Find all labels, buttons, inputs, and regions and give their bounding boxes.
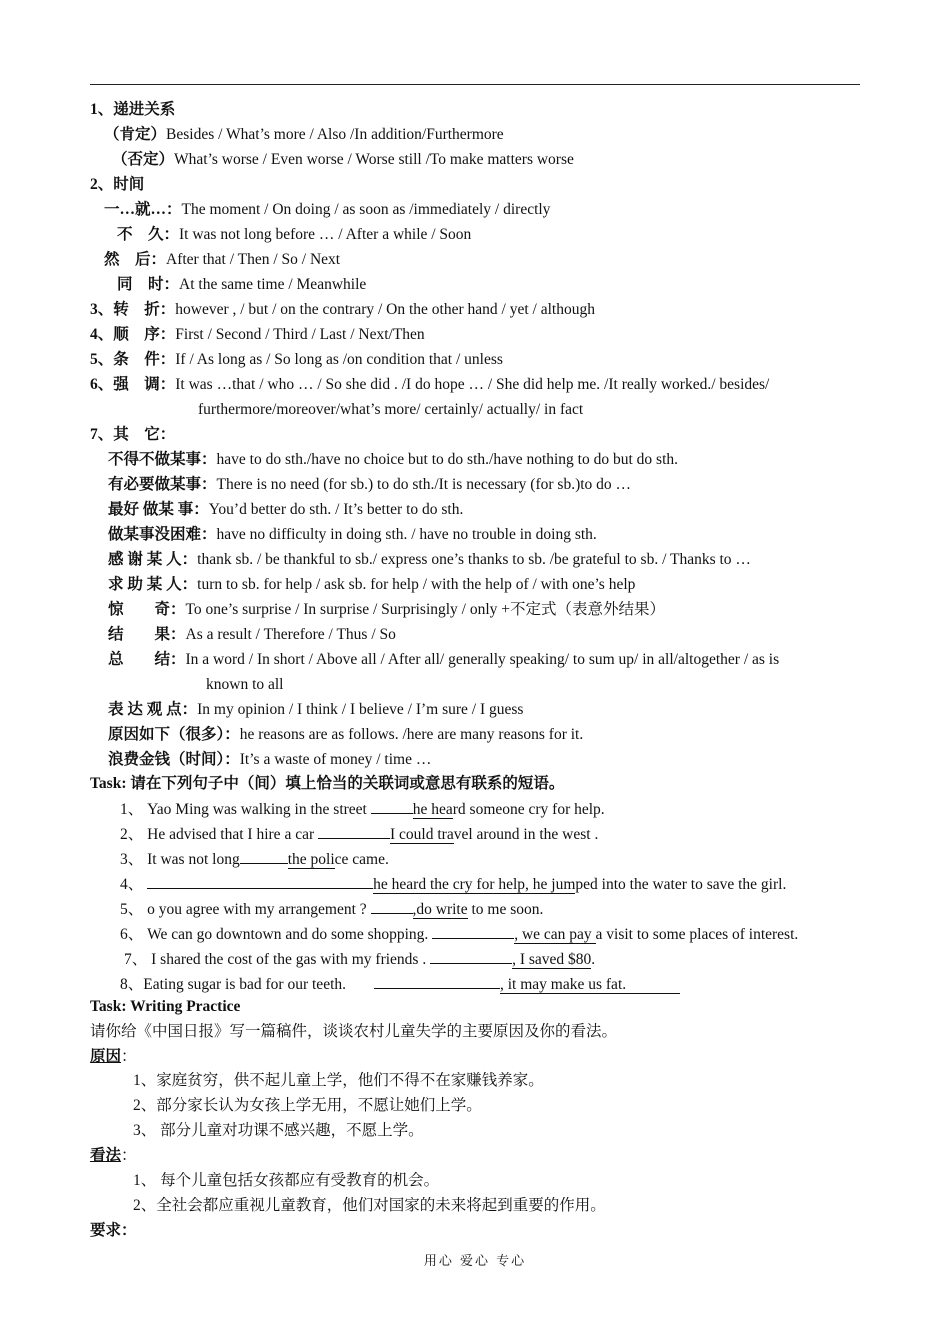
line-text: If / As long as / So long as /on condition that / unless bbox=[175, 351, 503, 368]
exercise-item bbox=[120, 873, 786, 895]
section-condition bbox=[90, 350, 503, 370]
line-label: 不 久： bbox=[117, 226, 180, 243]
exercise-item bbox=[124, 948, 595, 970]
line-label: 同 时： bbox=[117, 276, 180, 293]
line-label: 6、强 调： bbox=[90, 376, 176, 393]
line-text: In a word / In short / Above all / After all/ generally speaking/ to sum up/ in all/altogether / as is bbox=[185, 651, 780, 668]
others-item bbox=[108, 475, 631, 495]
others-item bbox=[108, 525, 597, 545]
others-item bbox=[108, 600, 665, 620]
colon: ： bbox=[121, 1048, 137, 1065]
header-rule bbox=[90, 84, 860, 85]
line-label: 4、顺 序： bbox=[90, 326, 176, 343]
line-label: 感 谢 某 人： bbox=[108, 551, 198, 568]
time-line-as-soon-as bbox=[104, 200, 550, 220]
reason-item: 1、家庭贫穷，供不起儿童上学，他们不得不在家赚钱养家。 bbox=[133, 1072, 544, 1089]
views-heading bbox=[90, 1146, 137, 1166]
exercise-text-after: ped into the water to save the girl. bbox=[575, 876, 787, 893]
line-label: 最好 做某 事： bbox=[108, 501, 209, 518]
line-text: however , / but / on the contrary / On the other hand / yet / although bbox=[175, 301, 595, 318]
exercise-text-after: . bbox=[591, 951, 596, 968]
exercise-underlined-text: ,do write bbox=[412, 901, 468, 918]
answer-blank[interactable] bbox=[240, 848, 288, 864]
exercise-number: 1、 bbox=[120, 801, 144, 818]
exercise-number: 5、 bbox=[120, 901, 144, 918]
task-fill-in-heading: Task: 请在下列句子中（间）填上恰当的关联词或意思有联系的短语。 bbox=[90, 775, 565, 792]
exercise-text-after: ce came. bbox=[334, 851, 389, 868]
exercise-text-before: Yao Ming was walking in the street bbox=[147, 801, 371, 818]
section-heading-progression: 1、递进关系 bbox=[90, 101, 176, 118]
answer-blank[interactable] bbox=[318, 823, 390, 839]
others-item bbox=[108, 450, 678, 470]
section-emphasis-continued: furthermore/moreover/what’s more/ certainly/ actually/ in fact bbox=[198, 401, 584, 418]
exercise-text-before: He advised that I hire a car bbox=[147, 826, 318, 843]
answer-blank[interactable] bbox=[374, 973, 500, 989]
line-label: 不得不做某事： bbox=[108, 451, 217, 468]
line-text: To one’s surprise / In surprise / Surprisingly / only +不定式（表意外结果） bbox=[185, 601, 666, 618]
answer-blank[interactable] bbox=[147, 873, 373, 889]
line-label: 惊 奇： bbox=[108, 601, 186, 618]
line-text: turn to sb. for help / ask sb. for help / with the help of / with one’s help bbox=[197, 576, 636, 593]
others-item bbox=[108, 750, 431, 770]
exercise-text-after: a visit to some places of interest. bbox=[595, 926, 799, 943]
exercise-text-after: to me soon. bbox=[467, 901, 544, 918]
line-label: 浪费金钱（时间）： bbox=[108, 751, 240, 768]
line-label: 结 果： bbox=[108, 626, 186, 643]
exercise-item bbox=[120, 823, 598, 845]
line-text: have no difficulty in doing sth. / have no trouble in doing sth. bbox=[216, 526, 597, 543]
others-item bbox=[108, 575, 635, 595]
others-item bbox=[108, 550, 751, 570]
line-label: 表 达 观 点： bbox=[108, 701, 198, 718]
answer-blank[interactable] bbox=[430, 948, 512, 964]
others-item bbox=[108, 500, 463, 520]
line-label: 一…就…： bbox=[104, 201, 182, 218]
others-item-continued: known to all bbox=[206, 676, 284, 693]
exercise-text-before: I shared the cost of the gas with my friends . bbox=[151, 951, 431, 968]
line-text: thank sb. / be thankful to sb./ express one’s thanks to sb. /be grateful to sb. / Thanks to … bbox=[197, 551, 751, 568]
exercise-text-after: vel around in the west . bbox=[453, 826, 599, 843]
exercise-underlined-text: the poli bbox=[287, 851, 335, 868]
exercise-underlined-text: I could tra bbox=[390, 826, 454, 843]
line-text: After that / Then / So / Next bbox=[166, 251, 341, 268]
line-text: It was …that / who … / So she did . /I do hope … / She did help me. /It really worked./ besides/ bbox=[175, 376, 770, 393]
exercise-number: 4、 bbox=[120, 876, 144, 893]
section-contrast bbox=[90, 300, 595, 320]
line-text: You’d better do sth. / It’s better to do sth. bbox=[208, 501, 464, 518]
line-label: 3、转 折： bbox=[90, 301, 176, 318]
line-text: As a result / Therefore / Thus / So bbox=[185, 626, 396, 643]
reason-item: 2、部分家长认为女孩上学无用，不愿让她们上学。 bbox=[133, 1097, 482, 1114]
time-line-meanwhile bbox=[117, 275, 366, 295]
exercise-text-before: Eating sugar is bad for our teeth. bbox=[143, 976, 346, 993]
exercise-number: 7、 bbox=[124, 951, 148, 968]
exercise-text-before: We can go downtown and do some shopping. bbox=[147, 926, 433, 943]
section-heading-time: 2、时间 bbox=[90, 176, 145, 193]
requirements-heading: 要求： bbox=[90, 1222, 137, 1239]
time-line-soon bbox=[117, 225, 471, 245]
section-emphasis bbox=[90, 375, 769, 395]
line-text: The moment / On doing / as soon as /immediately / directly bbox=[181, 201, 551, 218]
line-label: 原因如下（很多）： bbox=[108, 726, 240, 743]
answer-blank[interactable] bbox=[371, 898, 413, 914]
line-label: 做某事没困难： bbox=[108, 526, 217, 543]
line-text: There is no need (for sb.) to do sth./It is necessary (for sb.)to do … bbox=[216, 476, 632, 493]
line-label: 求 助 某 人： bbox=[108, 576, 198, 593]
view-item: 2、全社会都应重视儿童教育，他们对国家的未来将起到重要的作用。 bbox=[133, 1197, 606, 1214]
line-text: First / Second / Third / Last / Next/Then bbox=[175, 326, 425, 343]
line-label: 总 结： bbox=[108, 651, 186, 668]
colon: ： bbox=[121, 1147, 137, 1164]
reasons-heading bbox=[90, 1047, 137, 1067]
line-label: 5、条 件： bbox=[90, 351, 176, 368]
exercise-text-before: It was not long bbox=[147, 851, 240, 868]
others-item bbox=[108, 650, 779, 670]
line-text: he reasons are as follows. /here are many reasons for it. bbox=[239, 726, 584, 743]
views-label: 看法 bbox=[90, 1147, 122, 1164]
exercise-number: 3、 bbox=[120, 851, 144, 868]
writing-prompt: 请你给《中国日报》写一篇稿件，谈谈农村儿童失学的主要原因及你的看法。 bbox=[90, 1023, 618, 1040]
line-text: Besides / What’s more / Also /In addition/Furthermore bbox=[166, 126, 504, 143]
task-writing-heading: Task: Writing Practice bbox=[90, 998, 241, 1015]
line-text: It’s a waste of money / time … bbox=[239, 751, 432, 768]
exercise-underlined-text: he hea bbox=[412, 801, 453, 818]
time-line-then bbox=[104, 250, 340, 270]
exercise-item bbox=[120, 923, 798, 945]
exercise-number: 6、 bbox=[120, 926, 144, 943]
exercise-underlined-text: he heard the cry for help, he jum bbox=[373, 876, 576, 893]
answer-blank[interactable] bbox=[371, 798, 413, 814]
exercise-item bbox=[120, 798, 605, 820]
exercise-underlined-text: , we can pay bbox=[514, 926, 596, 943]
negative-line bbox=[112, 150, 574, 170]
exercise-text-before: o you agree with my arrangement ? bbox=[147, 901, 371, 918]
line-text: In my opinion / I think / I believe / I’m sure / I guess bbox=[197, 701, 524, 718]
exercise-number: 8、 bbox=[120, 976, 144, 993]
affirmative-line bbox=[104, 125, 504, 145]
line-label: 有必要做某事： bbox=[108, 476, 217, 493]
exercise-item bbox=[120, 973, 680, 995]
section-sequence bbox=[90, 325, 425, 345]
line-text: It was not long before … / After a while / Soon bbox=[179, 226, 472, 243]
exercise-underlined-text: , it may make us fat. bbox=[500, 976, 680, 994]
exercise-item bbox=[120, 848, 389, 870]
others-item bbox=[108, 725, 583, 745]
line-text: What’s worse / Even worse / Worse still /To make matters worse bbox=[174, 151, 574, 168]
exercise-text-after: rd someone cry for help. bbox=[452, 801, 605, 818]
exercise-number: 2、 bbox=[120, 826, 144, 843]
section-heading-others: 7、其 它： bbox=[90, 426, 176, 443]
view-item: 1、 每个儿童包括女孩都应有受教育的机会。 bbox=[133, 1172, 440, 1189]
exercise-underlined-text: , I saved $80 bbox=[512, 951, 592, 968]
line-label: （肯定） bbox=[104, 126, 167, 143]
others-item bbox=[108, 700, 523, 720]
others-item bbox=[108, 625, 396, 645]
exercise-item bbox=[120, 898, 543, 920]
line-label: （否定） bbox=[112, 151, 175, 168]
line-label: 然 后： bbox=[104, 251, 167, 268]
reasons-label: 原因 bbox=[90, 1048, 122, 1065]
answer-blank[interactable] bbox=[432, 923, 514, 939]
line-text: At the same time / Meanwhile bbox=[179, 276, 367, 293]
line-text: have to do sth./have no choice but to do sth./have nothing to do but do sth. bbox=[216, 451, 679, 468]
page-footer: 用心 爱心 专心 bbox=[423, 1254, 527, 1269]
reason-item: 3、 部分儿童对功课不感兴趣，不愿上学。 bbox=[133, 1122, 424, 1139]
